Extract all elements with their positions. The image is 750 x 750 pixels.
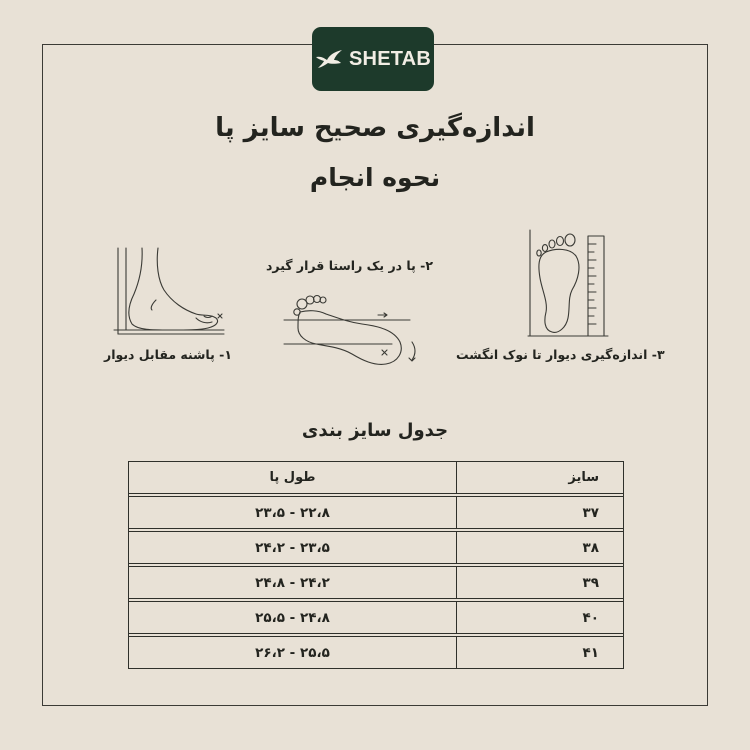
table-row (129, 637, 624, 669)
step-3-caption: ۳- اندازه‌گیری دیوار تا نوک انگشت (456, 347, 665, 362)
cell-length: ۲۴،۲ - ۲۴،۸ (129, 567, 457, 599)
header-size: سایز (457, 462, 624, 494)
table-row (129, 497, 624, 529)
cell-size: ۴۰ (457, 602, 624, 634)
table-title: جدول سایز بندی (301, 420, 449, 441)
page-subtitle: نحوه انجام (309, 163, 441, 192)
cell-length: ۲۳،۵ - ۲۴،۲ (129, 532, 457, 564)
table-row (129, 602, 624, 634)
step-2-caption: ۲- پا در یک راستا قرار گیرد (266, 258, 434, 273)
cell-size: ۳۹ (457, 567, 624, 599)
cell-size: ۳۷ (457, 497, 624, 529)
step-1-caption: ۱- پاشنه مقابل دیوار (104, 347, 232, 362)
foot-side-view-icon (112, 244, 232, 336)
page-title: اندازه‌گیری صحیح سایز پا (215, 113, 535, 143)
header-length: طول پا (129, 462, 457, 494)
brand-name: SHETAB (349, 47, 431, 70)
bird-icon (315, 48, 343, 70)
cell-size: ۳۸ (457, 532, 624, 564)
table-row (129, 532, 624, 564)
cell-size: ۴۱ (457, 637, 624, 669)
cell-length: ۲۴،۸ - ۲۵،۵ (129, 602, 457, 634)
size-table (128, 461, 624, 669)
cell-length: ۲۵،۵ - ۲۶،۲ (129, 637, 457, 669)
foot-top-view-icon (282, 292, 424, 374)
table-row (129, 567, 624, 599)
table-header-row (129, 462, 624, 494)
foot-sole-ruler-icon (526, 228, 610, 338)
cell-length: ۲۲،۸ - ۲۳،۵ (129, 497, 457, 529)
brand-logo (312, 27, 434, 91)
